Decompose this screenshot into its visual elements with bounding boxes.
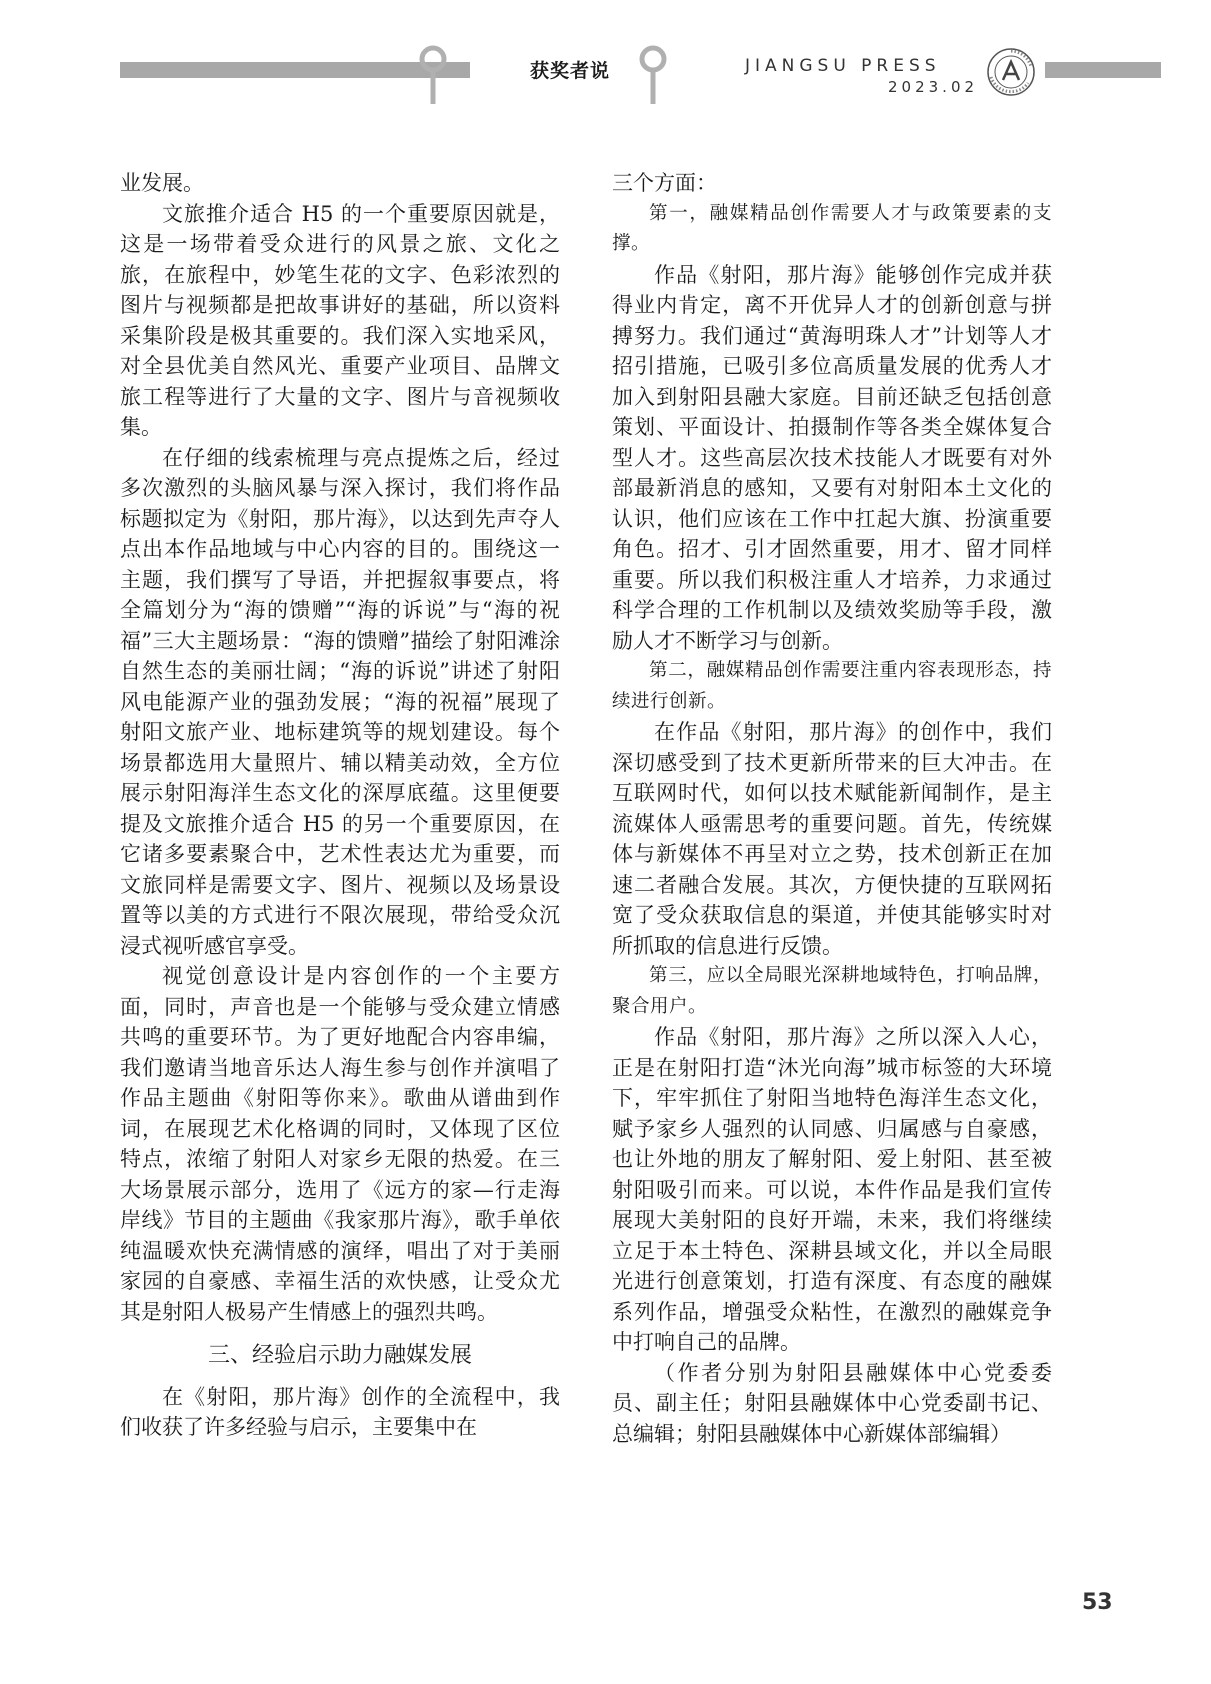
paragraph: 文旅推介适合 H5 的一个重要原因就是，这是一场带着受众进行的风景之旅、文化之旅，在旅程中，妙笔生花的文字、色彩浓烈的图片与视频都是把故事讲好的基础，所以资料采集阶段是极其重要的。我们深入实地采风，对全县优美自然风光、重要产业项目、品牌文旅工程等进行了大量的文字、图片与音视频收集。	[120, 201, 560, 439]
issue-number: 2023.02	[888, 78, 979, 96]
paragraph: 在《射阳，那片海》创作的全流程中，我们收获了许多经验与启示，主要集中在	[120, 1384, 560, 1439]
section-heading: 三、经验启示助力融媒发展	[207, 1343, 472, 1368]
paragraph: 在仔细的线索梳理与亮点提炼之后，经过多次激烈的头脑风暴与深入探讨，我们将作品标题拟定为《射阳，那片海》，以达到先声夺人点出本作品地域与中心内容的目的。围绕这一主题，我们撰写了导语，并把握叙事要点，将全篇划分为“海的馈赠”“海的诉说”与“海的祝福”三大主题场景：“海的馈赠”描绘了射阳滩涂自然生态的美丽壮阔；“海的诉说”讲述了射阳风电能源产业的强劲发展；“海的祝福”展现了射阳文旅产业、地标建筑等的规划建设。每个场景都选用大量照片、辅以精美动效，全方位展示射阳海洋生态文化的深厚底蕴。这里便要提及文旅推介适合 H5 的另一个重要原因，在它诸多要素聚合中，艺术性表达尤为重要，而文旅同样是需要文字、图片、视频以及场景设置等以美的方式进行不限次展现，带给受众沉浸式视听感官享受。	[120, 445, 560, 958]
subheading-point: 第二，融媒精品创作需要注重内容表现形态，持续进行创新。	[612, 660, 1052, 712]
left-column	[120, 168, 560, 1443]
paragraph: 作品《射阳，那片海》能够创作完成并获得业内肯定，离不开优异人才的创新创意与拼搏努力。我们通过“黄海明珠人才”计划等人才招引措施，已吸引多位高质量发展的优秀人才加入到射阳县融大家庭。目前还缺乏包括创意策划、平面设计、拍摄制作等各类全媒体复合型人才。这些高层次技术技能人才既要有对外部最新消息的感知，又要有对射阳本土文化的认识，他们应该在工作中扛起大旗、扮演重要角色。招才、引才固然重要，用才、留才同样重要。所以我们积极注重人才培养，力求通过科学合理的工作机制以及绩效奖励等手段，激励人才不断学习与创新。	[612, 262, 1052, 653]
paragraph: 在作品《射阳，那片海》的创作中，我们深切感受到了技术更新所带来的巨大冲击。在互联网时代，如何以技术赋能新闻制作，是主流媒体人亟需思考的重要问题。首先，传统媒体与新媒体不再呈对立之势，技术创新正在加速二者融合发展。其次，方便快捷的互联网拓宽了受众获取信息的渠道，并使其能够实时对所抓取的信息进行反馈。	[612, 720, 1052, 958]
publication-name: JIANGSU PRESS	[745, 56, 941, 76]
paragraph: 业发展。	[120, 171, 204, 195]
association-logo-icon	[986, 47, 1036, 97]
right-column	[612, 168, 1052, 1449]
map-pin-icon	[418, 44, 448, 106]
subheading-point: 第三，应以全局眼光深耕地域特色，打响品牌，聚合用户。	[612, 965, 1052, 1017]
subheading-point: 第一，融媒精品创作需要人才与政策要素的支撑。	[612, 202, 1052, 254]
paragraph: 三个方面：	[612, 171, 717, 195]
page-number: 53	[1082, 1590, 1113, 1615]
paragraph: 视觉创意设计是内容创作的一个主要方面，同时，声音也是一个能够与受众建立情感共鸣的重要环节。为了更好地配合内容串编，我们邀请当地音乐达人海生参与创作并演唱了作品主题曲《射阳等你来》。歌曲从谱曲到作词，在展现艺术化格调的同时，又体现了区位特点，浓缩了射阳人对家乡无限的热爱。在三大场景展示部分，选用了《远方的家—行走海岸线》节目的主题曲《我家那片海》，歌手单依纯温暖欢快充满情感的演绎，唱出了对于美丽家园的自豪感、幸福生活的欢快感，让受众尤其是射阳人极易产生情感上的强烈共鸣。	[120, 964, 560, 1324]
author-note: （作者分别为射阳县融媒体中心党委委员、副主任；射阳县融媒体中心党委副书记、总编辑；射阳县融媒体中心新媒体部编辑）	[612, 1360, 1052, 1446]
map-pin-icon	[638, 44, 668, 106]
page-header	[0, 0, 1211, 110]
paragraph: 作品《射阳，那片海》之所以深入人心，正是在射阳打造“沐光向海”城市标签的大环境下，牢牢抓住了射阳当地特色海洋生态文化，赋予家乡人强烈的认同感、归属感与自豪感，也让外地的朋友了解射阳、爱上射阳、甚至被射阳吸引而来。可以说，本件作品是我们宣传展现大美射阳的良好开端，未来，我们将继续立足于本土特色、深耕县域文化，并以全局眼光进行创意策划，打造有深度、有态度的融媒系列作品，增强受众粘性，在激烈的融媒竞争中打响自己的品牌。	[612, 1025, 1052, 1354]
header-bar-right	[1045, 62, 1161, 78]
section-title: 获奖者说	[530, 60, 611, 82]
